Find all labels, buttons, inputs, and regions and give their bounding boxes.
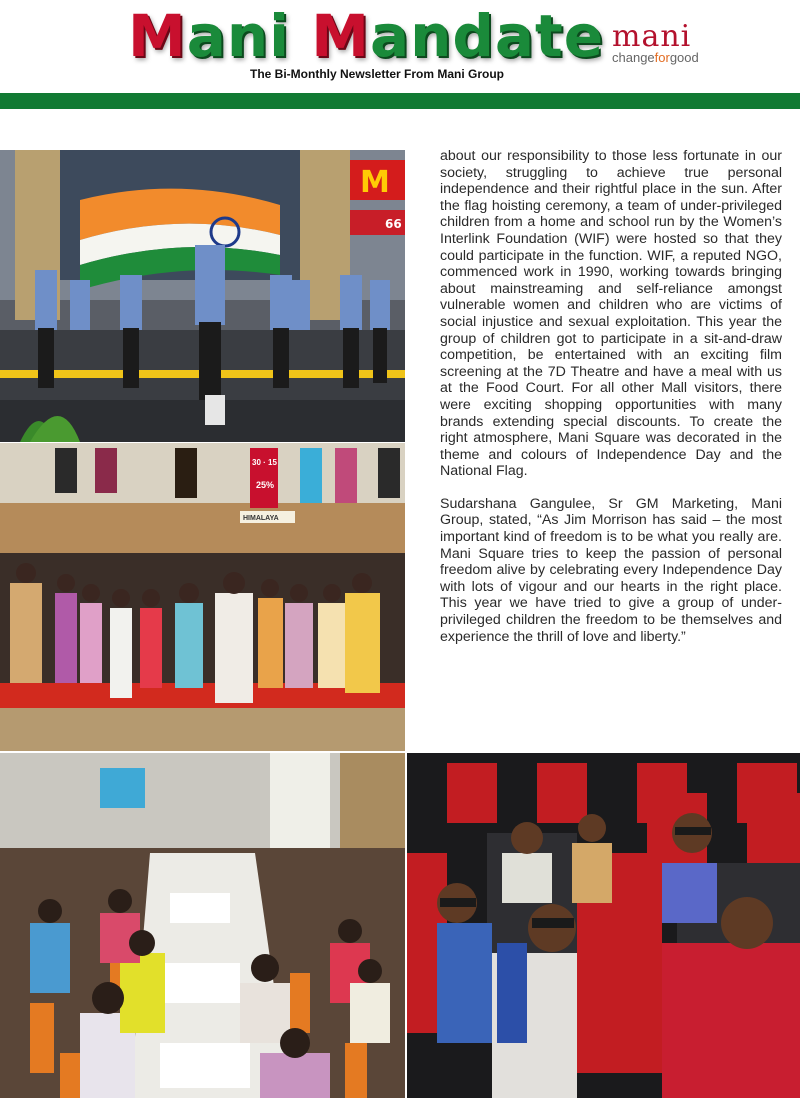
newsletter-title xyxy=(128,0,604,72)
brand-tag-a: change xyxy=(612,50,655,65)
article-body xyxy=(440,148,782,661)
brand-tag-b: good xyxy=(669,50,699,65)
title-rest-2: andate xyxy=(369,2,605,70)
article-paragraph-2: Sudarshana Gangulee, Sr GM Marketing, Mani Group, stated, “As Jim Morrison has said – the most important kind of freedom is to be what you really are. Mani Square tries to keep the passion of personal freedom alive by celebrating every Independence Day with lots of vigour and our hearts in the right place. This year we have tried to give a group of under-privileged children the freedom to be themselves and experience the thrill of love and liberty.” xyxy=(440,495,782,645)
photo-flag-salute xyxy=(0,150,405,442)
brand-tag-for: for xyxy=(654,50,670,65)
banner-discount: 25% xyxy=(256,480,275,490)
article-paragraph-1: about our responsibility to those less fortunate in our society, struggling to achieve true personal independence and their rightful place in the sun. After the flag hoisting ceremony, a team of under-privileged children from a home and school run by the Women’s Interlink Foundation (WIF) were hosted so that they could participate in the function. WIF, a reputed NGO, commenced work in 1990, working towards bringing about mainstreaming and self-reliance amongst vulnerable women and children who are victims of social injustice and sexual exploitation. This year the group of children got to participate in a sit-and-draw competition, be entertained with an exciting film screening at the 7D Theatre and have a meal with us at the Food Court. For all other Mall visitors, there were exciting shopping opportunities with many brands extending special discounts. To create the right atmosphere, Mani Square was decorated in the theme and colours of Independence Day and the National Flag. xyxy=(440,148,782,480)
title-cap-1: M xyxy=(128,2,187,70)
newsletter-tagline: The Bi-Monthly Newsletter From Mani Group xyxy=(250,67,505,81)
title-rest-1: ani xyxy=(186,2,312,70)
sign-mcdonalds: M xyxy=(360,165,390,200)
brand-name: mani xyxy=(612,19,692,54)
title-cap-2: M xyxy=(311,2,370,70)
banner-himalaya: HIMALAYA xyxy=(243,515,279,522)
sign-66: 66 xyxy=(385,217,402,231)
photo-food-court xyxy=(0,753,405,1098)
photo-7d-theatre xyxy=(407,753,800,1098)
photo-children-group xyxy=(0,443,405,751)
mani-logo xyxy=(612,19,722,65)
newsletter-header xyxy=(0,0,800,110)
brand-tagline xyxy=(612,50,722,65)
header-rule xyxy=(0,93,800,109)
banner-sale-dates: 30 · 15 xyxy=(252,458,277,467)
